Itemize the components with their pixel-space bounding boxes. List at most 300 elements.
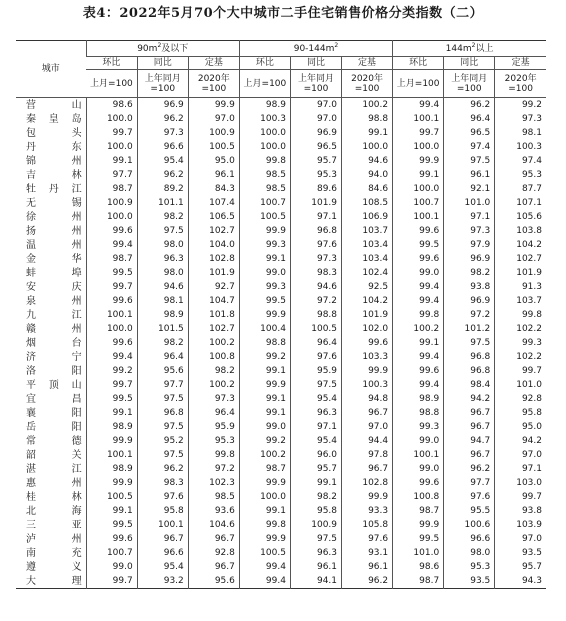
table-row [16, 154, 546, 168]
index-value: 96.3 [137, 252, 188, 266]
index-value: 100.1 [393, 210, 444, 224]
index-value: 98.4 [444, 378, 495, 392]
sub-header-fixed: 定基 [495, 57, 546, 70]
index-value: 101.9 [342, 308, 393, 322]
index-value: 99.0 [393, 462, 444, 476]
index-value: 106.5 [188, 210, 239, 224]
city-name: 丹 东 [26, 141, 82, 153]
index-value: 96.7 [444, 406, 495, 420]
index-value: 99.7 [495, 490, 546, 504]
index-value: 94.8 [342, 392, 393, 406]
group-header-small: $90m^2$及以下 [86, 41, 239, 57]
index-value: 98.2 [137, 210, 188, 224]
index-value: 100.8 [188, 350, 239, 364]
index-value: 100.2 [342, 98, 393, 113]
index-value: 97.7 [444, 476, 495, 490]
index-value: 100.0 [239, 490, 290, 504]
city-name: 北 海 [26, 505, 82, 517]
table-row [16, 322, 546, 336]
index-value: 94.1 [290, 574, 341, 589]
index-value: 98.9 [393, 392, 444, 406]
index-value: 102.2 [495, 350, 546, 364]
index-value: 92.8 [188, 546, 239, 560]
index-value: 94.2 [495, 434, 546, 448]
sub-header-mom: 环比 [239, 57, 290, 70]
city-column-header: 城市 [16, 41, 86, 98]
city-name: 包 头 [26, 127, 82, 139]
index-value: 99.9 [393, 518, 444, 532]
index-value: 96.7 [342, 406, 393, 420]
index-value: 98.8 [239, 336, 290, 350]
index-value: 103.0 [495, 476, 546, 490]
index-value: 104.2 [342, 294, 393, 308]
index-value: 97.0 [290, 98, 341, 113]
sub-header-yoy: 同比 [444, 57, 495, 70]
index-value: 99.9 [342, 364, 393, 378]
index-value: 100.7 [393, 196, 444, 210]
index-value: 101.5 [137, 322, 188, 336]
index-value: 103.7 [342, 224, 393, 238]
index-value: 100.7 [239, 196, 290, 210]
index-value: 97.6 [290, 238, 341, 252]
index-value: 107.1 [495, 196, 546, 210]
index-value: 97.0 [290, 112, 341, 126]
index-value: 99.9 [239, 224, 290, 238]
city-name: 牡丹江 [26, 183, 82, 195]
index-value: 98.0 [444, 546, 495, 560]
index-value: 98.7 [393, 574, 444, 589]
index-value: 96.6 [137, 140, 188, 154]
city-name: 吉 林 [26, 169, 82, 181]
index-value: 99.6 [86, 336, 137, 350]
index-value: 99.7 [86, 574, 137, 589]
table-row [16, 434, 546, 448]
base-header-mom: 上月=100 [393, 70, 444, 98]
index-value: 95.7 [495, 560, 546, 574]
index-value: 99.4 [86, 238, 137, 252]
index-value: 94.6 [290, 280, 341, 294]
index-value: 93.8 [444, 280, 495, 294]
index-value: 96.9 [290, 126, 341, 140]
city-name: 遵 义 [26, 561, 82, 573]
index-value: 96.6 [137, 546, 188, 560]
index-value: 99.1 [342, 126, 393, 140]
table-title: 表4：2022年5月70个大中城市二手住宅销售价格分类指数（二） [82, 6, 484, 21]
sub-header-yoy: 同比 [290, 57, 341, 70]
index-value: 96.4 [188, 406, 239, 420]
index-value: 99.2 [495, 98, 546, 113]
table-row [16, 476, 546, 490]
index-value: 97.5 [137, 392, 188, 406]
index-value: 97.6 [137, 490, 188, 504]
index-value: 98.3 [290, 266, 341, 280]
index-value: 99.8 [495, 308, 546, 322]
index-value: 93.6 [188, 504, 239, 518]
index-value: 100.2 [188, 378, 239, 392]
index-value: 97.9 [444, 238, 495, 252]
index-value: 106.9 [342, 210, 393, 224]
index-value: 99.1 [86, 154, 137, 168]
index-value: 100.6 [444, 518, 495, 532]
index-value: 103.7 [495, 294, 546, 308]
index-value: 103.3 [342, 350, 393, 364]
index-value: 100.5 [188, 140, 239, 154]
base-header-fixed: 2020年=100 [342, 70, 393, 98]
index-value: 97.6 [342, 532, 393, 546]
index-value: 99.7 [393, 126, 444, 140]
index-value: 94.6 [137, 280, 188, 294]
index-value: 101.9 [188, 266, 239, 280]
index-value: 96.2 [444, 462, 495, 476]
index-value: 97.5 [290, 532, 341, 546]
index-value: 102.7 [495, 252, 546, 266]
index-value: 92.5 [342, 280, 393, 294]
index-value: 84.6 [342, 182, 393, 196]
index-value: 103.8 [495, 224, 546, 238]
index-value: 98.7 [393, 504, 444, 518]
index-value: 94.4 [342, 434, 393, 448]
city-name: 桂 林 [26, 491, 82, 503]
index-value: 95.0 [495, 420, 546, 434]
index-value: 99.0 [86, 560, 137, 574]
index-value: 97.2 [290, 294, 341, 308]
index-value: 96.9 [137, 98, 188, 113]
index-value: 104.7 [188, 294, 239, 308]
city-name: 无 锡 [26, 197, 82, 209]
index-value: 99.9 [86, 476, 137, 490]
index-value: 96.0 [290, 448, 341, 462]
index-value: 96.6 [444, 532, 495, 546]
table-row [16, 238, 546, 252]
index-value: 93.1 [342, 546, 393, 560]
index-value: 94.3 [495, 574, 546, 589]
index-value: 93.2 [137, 574, 188, 589]
index-value: 99.8 [393, 308, 444, 322]
index-value: 99.1 [239, 504, 290, 518]
city-name: 赣 州 [26, 323, 82, 335]
index-value: 97.5 [444, 336, 495, 350]
city-name: 襄 阳 [26, 407, 82, 419]
index-value: 97.5 [137, 420, 188, 434]
index-value: 99.5 [393, 238, 444, 252]
index-value: 98.9 [86, 462, 137, 476]
index-value: 96.8 [137, 406, 188, 420]
table-row [16, 252, 546, 266]
index-value: 102.8 [342, 476, 393, 490]
index-value: 96.1 [444, 168, 495, 182]
table-row [16, 350, 546, 364]
index-value: 99.4 [239, 560, 290, 574]
index-value: 97.7 [137, 378, 188, 392]
city-name: 泉 州 [26, 295, 82, 307]
index-value: 99.1 [86, 504, 137, 518]
index-value: 93.5 [495, 546, 546, 560]
index-value: 94.2 [444, 392, 495, 406]
index-value: 99.4 [393, 294, 444, 308]
index-value: 96.3 [290, 406, 341, 420]
index-value: 99.7 [86, 126, 137, 140]
index-value: 101.1 [137, 196, 188, 210]
index-value: 97.2 [188, 462, 239, 476]
index-value: 100.0 [86, 140, 137, 154]
index-value: 95.8 [137, 504, 188, 518]
index-value: 99.9 [239, 476, 290, 490]
index-value: 95.3 [188, 434, 239, 448]
index-value: 98.8 [290, 308, 341, 322]
group-header-medium: $90-144m^2$ [239, 41, 392, 57]
group-header-large: $144m^2$以上 [393, 41, 546, 57]
index-value: 100.1 [393, 448, 444, 462]
table-row [16, 560, 546, 574]
index-value: 99.9 [393, 154, 444, 168]
table-row [16, 182, 546, 196]
index-value: 99.5 [393, 532, 444, 546]
city-name: 大 理 [26, 575, 82, 587]
index-value: 98.9 [137, 308, 188, 322]
city-name: 锦 州 [26, 155, 82, 167]
index-value: 102.2 [495, 322, 546, 336]
index-value: 99.2 [239, 350, 290, 364]
index-value: 95.4 [290, 392, 341, 406]
index-value: 98.6 [86, 98, 137, 113]
index-value: 96.7 [342, 462, 393, 476]
city-name: 安 庆 [26, 281, 82, 293]
index-value: 98.1 [137, 294, 188, 308]
index-value: 100.5 [239, 546, 290, 560]
index-value: 99.3 [393, 420, 444, 434]
index-value: 99.1 [239, 364, 290, 378]
index-value: 102.4 [342, 266, 393, 280]
index-value: 98.5 [188, 490, 239, 504]
city-name: 平顶山 [26, 379, 82, 391]
index-value: 104.0 [188, 238, 239, 252]
index-value: 96.1 [290, 560, 341, 574]
index-value: 96.4 [444, 112, 495, 126]
index-value: 98.5 [239, 168, 290, 182]
index-value: 93.8 [495, 504, 546, 518]
index-value: 95.4 [137, 560, 188, 574]
index-value: 98.8 [393, 406, 444, 420]
index-value: 100.0 [393, 182, 444, 196]
table-row [16, 574, 546, 589]
index-value: 94.7 [444, 434, 495, 448]
index-value: 100.4 [239, 322, 290, 336]
index-value: 91.3 [495, 280, 546, 294]
table-row [16, 224, 546, 238]
index-value: 101.9 [495, 266, 546, 280]
index-value: 96.4 [137, 350, 188, 364]
base-header-yoy: 上年同月=100 [290, 70, 341, 98]
index-value: 96.5 [290, 140, 341, 154]
index-value: 102.7 [188, 322, 239, 336]
index-value: 99.8 [188, 448, 239, 462]
index-value: 100.3 [342, 378, 393, 392]
index-value: 99.6 [393, 476, 444, 490]
index-value: 98.1 [495, 126, 546, 140]
index-value: 98.9 [86, 420, 137, 434]
index-value: 96.7 [444, 448, 495, 462]
index-value: 104.6 [188, 518, 239, 532]
index-value: 107.4 [188, 196, 239, 210]
table-row [16, 280, 546, 294]
index-value: 104.2 [495, 238, 546, 252]
index-value: 94.0 [342, 168, 393, 182]
table-row [16, 294, 546, 308]
index-value: 99.1 [239, 252, 290, 266]
city-name: 徐 州 [26, 211, 82, 223]
city-name: 岳 阳 [26, 421, 82, 433]
index-value: 99.1 [239, 392, 290, 406]
index-value: 108.5 [342, 196, 393, 210]
index-value: 98.0 [137, 266, 188, 280]
index-value: 97.3 [444, 224, 495, 238]
index-value: 99.6 [342, 336, 393, 350]
table-row [16, 406, 546, 420]
table-row [16, 336, 546, 350]
index-value: 98.0 [137, 238, 188, 252]
index-value: 95.0 [188, 154, 239, 168]
table-row [16, 504, 546, 518]
index-value: 97.3 [137, 126, 188, 140]
index-value: 99.3 [495, 336, 546, 350]
index-value: 100.2 [393, 322, 444, 336]
table-row [16, 210, 546, 224]
index-value: 100.0 [342, 140, 393, 154]
index-value: 100.5 [86, 490, 137, 504]
index-value: 98.7 [86, 182, 137, 196]
index-value: 99.6 [393, 364, 444, 378]
index-value: 100.9 [86, 196, 137, 210]
table-row [16, 168, 546, 182]
index-value: 97.3 [495, 112, 546, 126]
index-value: 95.8 [290, 504, 341, 518]
index-value: 96.8 [290, 224, 341, 238]
index-value: 84.3 [188, 182, 239, 196]
index-value: 100.0 [86, 322, 137, 336]
index-value: 98.8 [342, 112, 393, 126]
index-value: 95.3 [495, 168, 546, 182]
base-header-mom: 上月=100 [239, 70, 290, 98]
index-value: 99.0 [239, 420, 290, 434]
index-value: 99.9 [239, 308, 290, 322]
index-value: 99.8 [239, 154, 290, 168]
index-value: 101.2 [444, 322, 495, 336]
index-value: 99.4 [393, 378, 444, 392]
index-value: 100.9 [188, 126, 239, 140]
base-header-yoy: 上年同月=100 [137, 70, 188, 98]
index-value: 96.9 [444, 294, 495, 308]
index-value: 99.3 [239, 238, 290, 252]
table-row [16, 112, 546, 126]
table-row [16, 448, 546, 462]
index-value: 97.5 [290, 378, 341, 392]
index-value: 99.5 [86, 266, 137, 280]
index-value: 99.9 [188, 98, 239, 113]
index-value: 101.0 [495, 378, 546, 392]
index-value: 100.0 [86, 210, 137, 224]
index-value: 97.0 [188, 112, 239, 126]
index-value: 96.2 [444, 98, 495, 113]
index-value: 99.7 [86, 280, 137, 294]
index-value: 99.0 [239, 266, 290, 280]
city-name: 烟 台 [26, 337, 82, 349]
index-value: 97.1 [290, 210, 341, 224]
index-value: 97.3 [290, 252, 341, 266]
index-value: 98.2 [137, 336, 188, 350]
index-value: 99.4 [393, 350, 444, 364]
index-value: 97.7 [86, 168, 137, 182]
index-value: 99.8 [239, 518, 290, 532]
city-name: 蚌 埠 [26, 267, 82, 279]
index-value: 96.2 [137, 462, 188, 476]
index-value: 97.0 [342, 420, 393, 434]
index-value: 99.1 [393, 168, 444, 182]
index-value: 95.7 [290, 462, 341, 476]
index-value: 96.2 [137, 168, 188, 182]
city-name: 九 江 [26, 309, 82, 321]
index-value: 99.1 [290, 476, 341, 490]
index-value: 100.9 [290, 518, 341, 532]
index-value: 102.0 [342, 322, 393, 336]
index-value: 97.5 [137, 448, 188, 462]
index-value: 92.7 [188, 280, 239, 294]
index-value: 97.6 [290, 350, 341, 364]
index-value: 96.5 [444, 126, 495, 140]
index-value: 99.4 [393, 98, 444, 113]
index-value: 100.1 [137, 518, 188, 532]
index-value: 99.6 [86, 294, 137, 308]
index-value: 97.1 [290, 420, 341, 434]
table-row [16, 98, 546, 113]
index-value: 99.3 [239, 280, 290, 294]
index-value: 102.3 [188, 476, 239, 490]
index-value: 98.7 [239, 462, 290, 476]
index-value: 97.2 [444, 308, 495, 322]
index-value: 101.8 [188, 308, 239, 322]
index-value: 100.3 [239, 112, 290, 126]
table-row [16, 140, 546, 154]
index-value: 99.6 [86, 532, 137, 546]
table-row [16, 392, 546, 406]
index-value: 100.1 [86, 448, 137, 462]
table-row [16, 490, 546, 504]
table-row [16, 378, 546, 392]
city-name: 南 充 [26, 547, 82, 559]
city-name: 宜 昌 [26, 393, 82, 405]
city-name: 洛 阳 [26, 365, 82, 377]
index-value: 99.9 [86, 434, 137, 448]
index-value: 95.3 [290, 168, 341, 182]
index-value: 99.7 [86, 378, 137, 392]
index-value: 99.7 [495, 364, 546, 378]
index-value: 99.5 [239, 294, 290, 308]
index-value: 96.4 [290, 336, 341, 350]
table-row [16, 532, 546, 546]
index-value: 99.4 [393, 280, 444, 294]
sub-header-mom: 环比 [86, 57, 137, 70]
index-value: 98.7 [86, 252, 137, 266]
index-value: 101.0 [393, 546, 444, 560]
index-value: 96.2 [137, 112, 188, 126]
city-name: 常 德 [26, 435, 82, 447]
index-value: 99.9 [342, 490, 393, 504]
index-value: 100.5 [290, 322, 341, 336]
index-value: 96.1 [342, 560, 393, 574]
index-value: 97.4 [444, 140, 495, 154]
city-name: 泸 州 [26, 533, 82, 545]
index-value: 96.7 [444, 420, 495, 434]
city-name: 温 州 [26, 239, 82, 251]
